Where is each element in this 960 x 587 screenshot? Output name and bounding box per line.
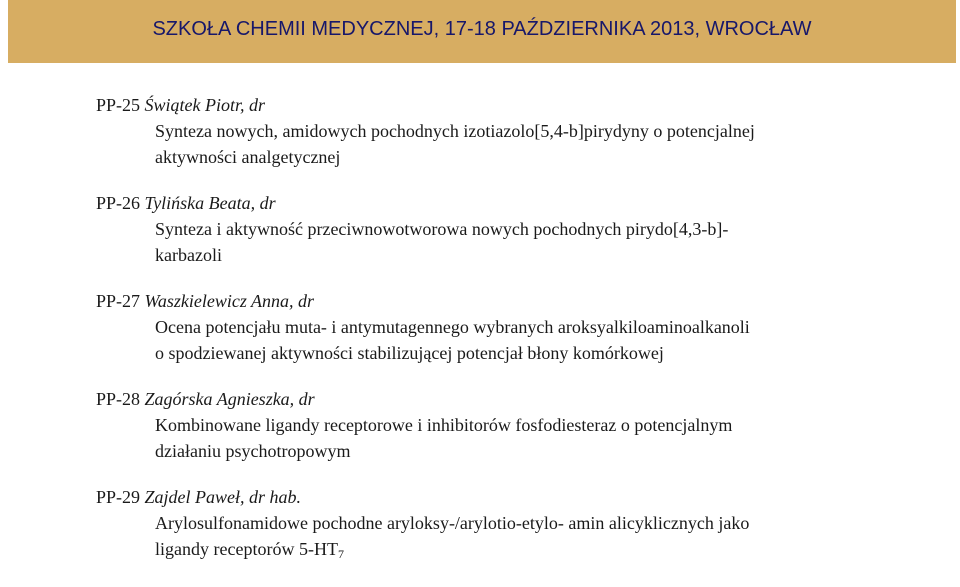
poster-entry-pp-28	[96, 386, 946, 464]
entry-title-line: działaniu psychotropowym	[155, 441, 351, 461]
entry-heading	[96, 484, 946, 510]
poster-entry-pp-26	[96, 190, 946, 268]
entry-title-line: Kombinowane ligandy receptorowe i inhibitorów fosfodiesteraz o potencjalnym	[155, 415, 733, 435]
entry-heading	[96, 386, 946, 412]
entry-title	[155, 314, 855, 366]
entry-title	[155, 216, 855, 268]
entry-title	[155, 510, 855, 567]
entry-title-line: Arylosulfonamidowe pochodne aryloksy-/arylotio-etylo- amin alicyklicznych jako	[155, 513, 750, 533]
entry-author: Świątek Piotr, dr	[144, 95, 266, 115]
entry-code: PP-25	[96, 95, 141, 115]
entry-title-line: Synteza i aktywność przeciwnowotworowa nowych pochodnych pirydo[4,3-b]-	[155, 219, 729, 239]
entry-author: Waszkielewicz Anna, dr	[144, 291, 315, 311]
page-header-banner	[8, 0, 956, 63]
entry-author: Zagórska Agnieszka, dr	[144, 389, 315, 409]
entry-author: Tylińska Beata, dr	[144, 193, 276, 213]
poster-entry-pp-29	[96, 484, 946, 567]
entry-heading	[96, 190, 946, 216]
poster-entry-pp-27	[96, 288, 946, 366]
entry-heading	[96, 92, 946, 118]
entry-title-subscript: 7	[337, 547, 344, 561]
entry-title-line: Synteza nowych, amidowych pochodnych izotiazolo[5,4-b]pirydyny o potencjalnej	[155, 121, 755, 141]
entry-code: PP-28	[96, 389, 141, 409]
entry-title-line: Ocena potencjału muta- i antymutagennego wybranych aroksyalkiloaminoalkanoli	[155, 317, 750, 337]
entry-code: PP-27	[96, 291, 141, 311]
page-header-title: SZKOŁA CHEMII MEDYCZNEJ, 17-18 PAŹDZIERNIKA 2013, WROCŁAW	[152, 17, 812, 40]
entry-title-line: aktywności analgetycznej	[155, 147, 341, 167]
entry-title-line-text: ligandy receptorów 5-HT	[155, 539, 338, 559]
entry-author: Zajdel Paweł, dr hab.	[144, 487, 302, 507]
entry-heading	[96, 288, 946, 314]
entry-title-line: karbazoli	[155, 245, 222, 265]
entry-code: PP-26	[96, 193, 141, 213]
poster-entry-pp-25	[96, 92, 946, 170]
entry-title	[155, 118, 855, 170]
entry-title-line: o spodziewanej aktywności stabilizującej potencjał błony komórkowej	[155, 343, 664, 363]
entry-title-line-with-subscript	[155, 536, 855, 567]
entry-title	[155, 412, 855, 464]
entry-code: PP-29	[96, 487, 141, 507]
poster-list	[96, 92, 946, 587]
